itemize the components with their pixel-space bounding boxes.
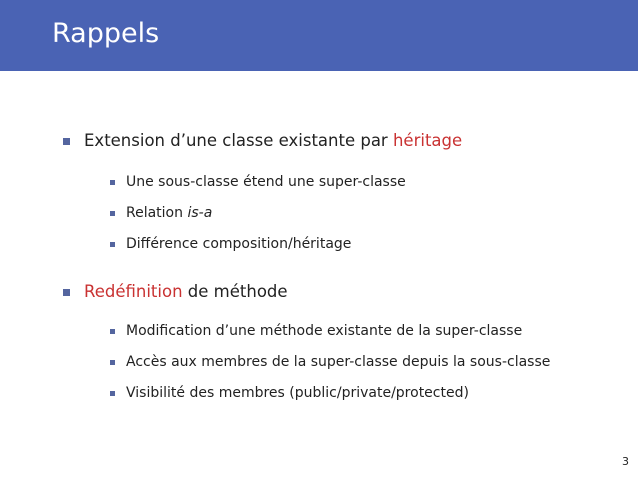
subbullet-text [126, 204, 212, 222]
highlighted-keyword: Redéfinition [84, 282, 183, 301]
subbullet-before: Une sous-classe étend une super-classe [126, 174, 406, 190]
bullet-suffix: de méthode [182, 282, 288, 301]
bullet-prefix: Extension d’une classe existante par [84, 131, 393, 150]
subbullet-text [126, 235, 351, 253]
bullet-square-icon [110, 391, 115, 396]
bullet-square-icon [110, 180, 115, 185]
highlighted-keyword: héritage [392, 131, 463, 150]
subbullet-text [126, 173, 406, 191]
bullet-text [84, 131, 462, 151]
bullet-square-icon [63, 289, 70, 296]
subbullet-text [126, 322, 522, 340]
page-number: 3 [622, 455, 629, 468]
bullet-square-icon [63, 138, 70, 145]
subbullet-italic: is-a [187, 205, 213, 221]
subbullet-before: Différence composition/héritage [126, 236, 352, 252]
subbullet-before: Accès aux membres de la super-classe depuis la sous-classe [126, 354, 551, 370]
subbullet-before: Modification d’une méthode existante de la super-classe [126, 323, 523, 339]
slide-title: Rappels [52, 18, 160, 49]
bullet-text [84, 282, 288, 302]
subbullet-text [126, 384, 469, 402]
subbullet-before: Relation [126, 205, 188, 221]
subbullet-text [126, 353, 550, 371]
bullet-square-icon [110, 242, 115, 247]
title-bar [0, 0, 638, 71]
bullet-square-icon [110, 211, 115, 216]
subbullet-before: Visibilité des membres (public/private/protected) [126, 385, 469, 401]
bullet-square-icon [110, 360, 115, 365]
bullet-square-icon [110, 329, 115, 334]
